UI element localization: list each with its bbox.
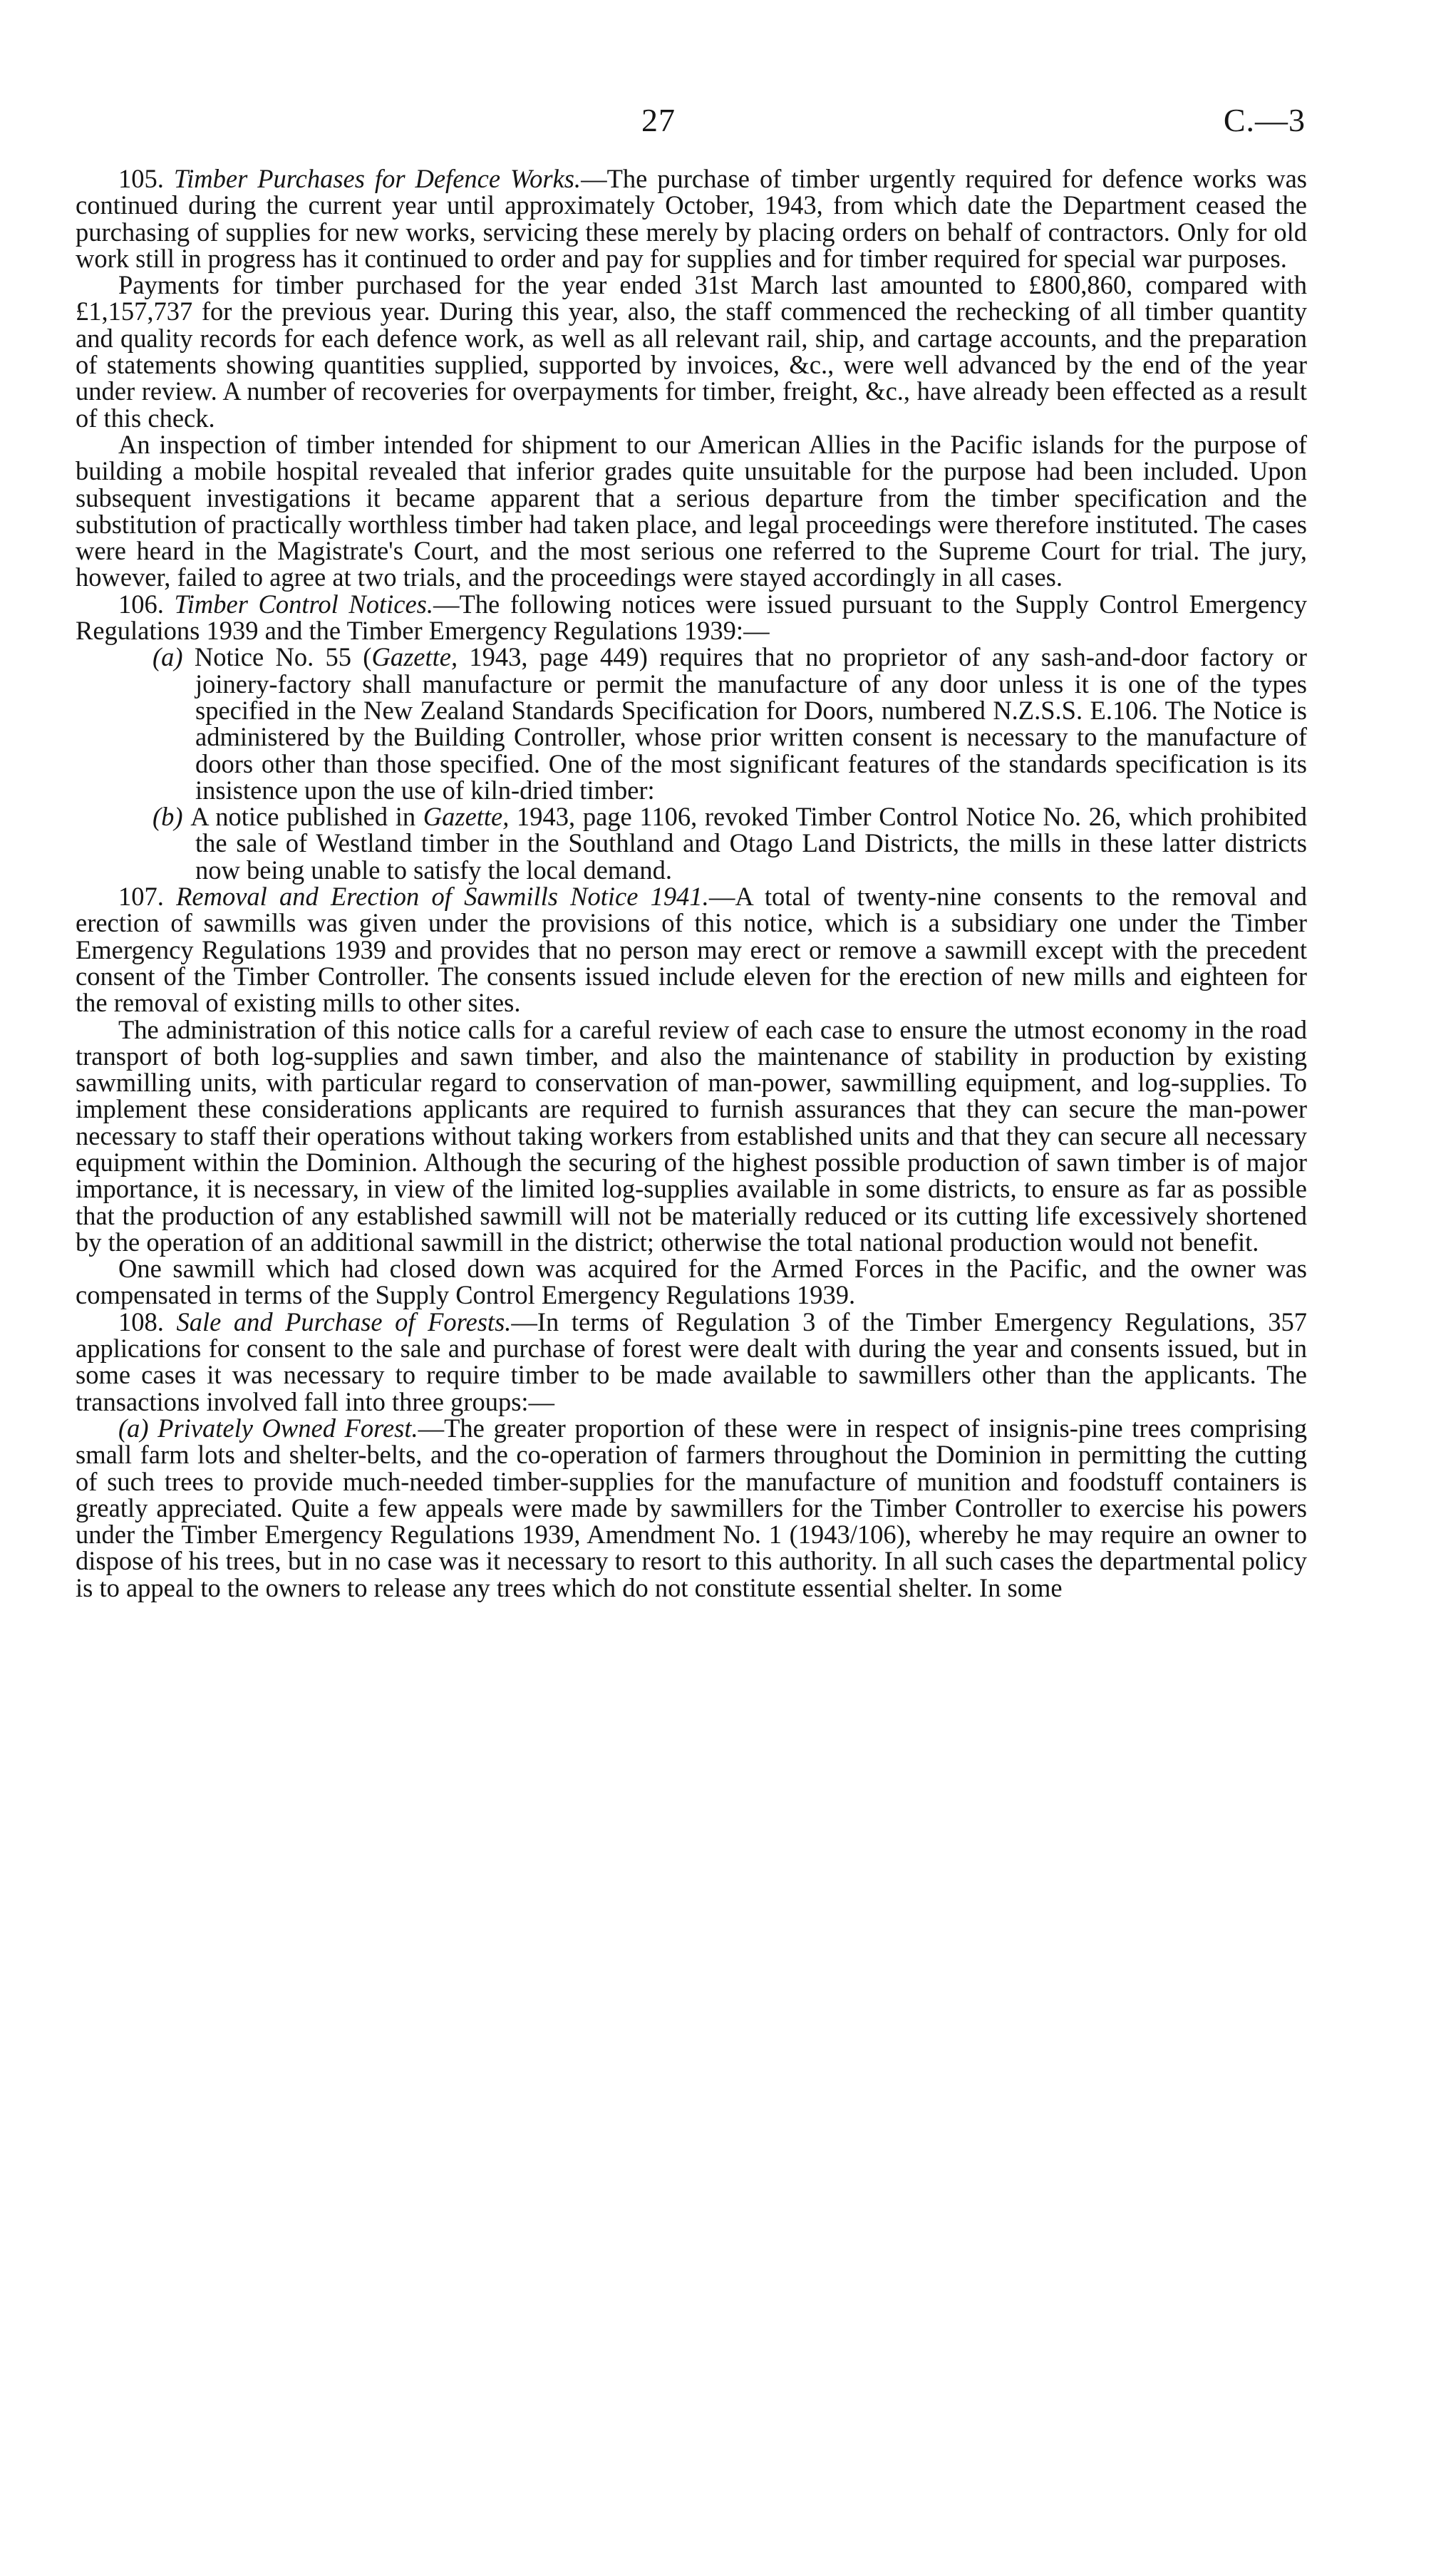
paragraph-107: [76, 883, 1307, 1016]
paragraph-105: [76, 165, 1307, 272]
notice-reference: Gazette,: [371, 642, 458, 672]
paragraph-text: The administration of this notice calls for a careful review of each case to ensure the utmost economy in the road transport of both log-supplies and sawn timber, and also the maintenance of stability in production by existing sawmilling units, with particular regard to conservation of man-power, sawmilling equipment, and log-supplies. To implement these considerations applicants are required to furnish assurances that they can secure the man-power necessary to staff their operations without taking workers from established units and that they can secure all necessary equipment within the Dominion. Although the securing of the highest possible production of sawn timber is of major importance, it is necessary, in view of the limited log-supplies available in some districts, to ensure as far as possible that the production of any established sawmill will not be materially reduced or its cutting life excessively shortened by the operation of an additional sawmill in the district; otherwise the total national production would not benefit.: [76, 1014, 1307, 1257]
page-number: 27: [641, 102, 676, 138]
document-code: C.—3: [1223, 102, 1306, 138]
group-label: (a): [118, 1413, 158, 1443]
notice-text: Notice No. 55 (: [194, 642, 372, 672]
paragraph: [76, 1255, 1307, 1309]
paragraph-number: 108.: [118, 1307, 177, 1336]
body-text: [76, 165, 1307, 1601]
page-header: [0, 101, 1431, 144]
paragraph-number: 106.: [118, 589, 175, 619]
notice-label: (b): [153, 802, 191, 832]
paragraph: [76, 1016, 1307, 1256]
paragraph-text: One sawmill which had closed down was acquired for the Armed Forces in the Pacific, and the owner was compensated in terms of the Supply Control Emergency Regulations 1939.: [76, 1254, 1307, 1310]
paragraph-heading: Timber Control Notices.: [174, 589, 433, 619]
paragraph-text: —The following notices were issued pursuant to the Supply Control Emergency Regulations 1939 and the Timber Emergency Regulations 1939:—: [76, 589, 1307, 646]
paragraph-heading: Timber Purchases for Defence Works.: [173, 164, 582, 193]
paragraph-108: [76, 1309, 1307, 1415]
paragraph-text: —The purchase of timber urgently required for defence works was continued during the current year until approximately October, 1943, from which date the Department ceased the purchasing of supplies for new works, servicing these merely by placing orders on behalf of contractors. Only for old work still in progress has it continued to order and pay for supplies and for timber required for special war purposes.: [76, 164, 1307, 273]
paragraph-heading: Sale and Purchase of Forests.: [176, 1307, 512, 1336]
group-heading: Privately Owned Forest.: [157, 1413, 418, 1443]
paragraph: [76, 272, 1307, 431]
paragraph-text: —In terms of Regulation 3 of the Timber Emergency Regulations, 357 applications for consent to the sale and purchase of forest were dealt with during the year and consents issued, but in some cases it was necessary to require timber to be made available to sawmillers other than the applicants. The transactions involved fall into three groups:—: [76, 1307, 1308, 1416]
notice-text-rest: 1943, page 449) requires that no proprietor of any sash-and-door factory or joinery-factory shall manufacture or permit the manufacture of any door unless it is one of the types specified in the New Zealand Standards Specification for Doors, numbered N.Z.S.S. E.106. The Notice is administered by the Building Controller, whose prior written consent is necessary to the manufacture of doors other than those specified. One of the most significant features of the standards specification is its insistence upon the use of kiln-dried timber:: [195, 642, 1308, 805]
paragraph-text: An inspection of timber intended for shipment to our American Allies in the Pacific islands for the purpose of building a mobile hospital revealed that inferior grades quite unsuitable for the purpose had been included. Upon subsequent investigations it became apparent that a serious departure from the timber specification and the substitution of practically worthless timber had taken place, and legal proceedings were therefore instituted. The cases were heard in the Magistrate's Court, and the most serious one referred to the Supreme Court for trial. The jury, however, failed to agree at two trials, and the proceedings were stayed accordingly in all cases.: [76, 429, 1307, 592]
paragraph-text: Payments for timber purchased for the year ended 31st March last amounted to £800,860, compared with £1,157,737 for the previous year. During this year, also, the staff commenced the rechecking of all timber quantity and quality records for each defence work, as well as all relevant rail, ship, and cartage accounts, and the preparation of statements showing quantities supplied, supported by invoices, &c., were well advanced by the end of the year under review. A number of recoveries for overpayments for timber, freight, &c., have already been effected as a result of this check.: [76, 270, 1307, 433]
paragraph-number: 105.: [118, 164, 174, 193]
notice-reference: Gazette,: [423, 802, 510, 832]
paragraph-text: —A total of twenty-nine consents to the removal and erection of sawmills was given under the provisions of this notice, which is a subsidiary one under the Timber Emergency Regulations 1939 and provides that no person may erect or remove a sawmill except with the precedent consent of the Timber Controller. The consents issued include eleven for the erection of new mills and eighteen for the removal of existing mills to other sites.: [76, 882, 1307, 1018]
paragraph-number: 107.: [118, 882, 177, 912]
paragraph-106: [76, 591, 1307, 644]
group-item: [76, 1415, 1307, 1601]
group-text: —The greater proportion of these were in respect of insignis-pine trees comprising small farm lots and shelter-belts, and the co-operation of farmers throughout the Dominion in permitting the cutting of such trees to provide much-needed timber-supplies for the manufacture of munition and foodstuff containers is greatly appreciated. Quite a few appeals were made by sawmillers for the Timber Controller to exercise his powers under the Timber Emergency Regulations 1939, Amendment No. 1 (1943/106), whereby he may require an owner to dispose of his trees, but in no case was it necessary to resort to this authority. In all such cases the departmental policy is to appeal to the owners to release any trees which do not constitute essential shelter. In some: [76, 1413, 1308, 1602]
paragraph-heading: Removal and Erection of Sawmills Notice 1941.: [176, 882, 709, 912]
notice-label: (a): [153, 642, 195, 672]
notice-item: [153, 642, 1308, 805]
paragraph: [76, 431, 1307, 591]
notice-text-rest: 1943, page 1106, revoked Timber Control Notice No. 26, which prohibited the sale of Westland timber in the Southland and Otago Land Districts, the mills in these latter districts now being unable to satisfy the local demand.: [195, 802, 1307, 885]
notice-item: [153, 802, 1307, 885]
notice-text: A notice published in: [190, 802, 423, 832]
